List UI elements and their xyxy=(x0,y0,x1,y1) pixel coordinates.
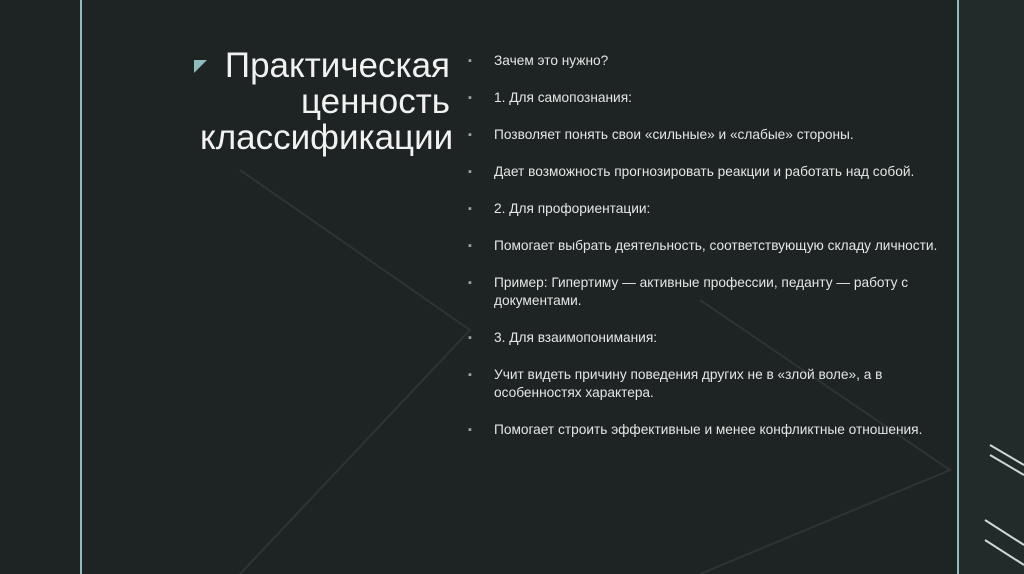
bullet-icon: ▪ xyxy=(468,129,472,141)
list-item xyxy=(468,163,943,181)
bullet-icon: ▪ xyxy=(468,332,472,344)
list-item-text: 2. Для профориентации: xyxy=(494,201,651,216)
bullet-icon: ▪ xyxy=(468,277,472,289)
title-line: Практическая xyxy=(224,46,450,85)
list-item-text: Помогает строить эффективные и менее конфликтные отношения. xyxy=(494,422,923,437)
list-item-text: Учит видеть причину поведения других не в «злой воле», а в особенностях характера. xyxy=(494,367,883,400)
right-accent-line xyxy=(957,0,959,574)
list-item xyxy=(468,52,943,70)
list-item xyxy=(468,274,943,310)
bullet-icon: ▪ xyxy=(468,240,472,252)
list-item xyxy=(468,366,943,402)
list-item-text: Дает возможность прогнозировать реакции и работать над собой. xyxy=(494,164,915,179)
bullet-icon: ▪ xyxy=(468,55,472,67)
slide-title xyxy=(200,46,454,157)
list-item-text: 3. Для взаимопонимания: xyxy=(494,330,658,345)
list-item xyxy=(468,421,943,439)
list-item xyxy=(468,237,943,255)
list-item-text: Позволяет понять свои «сильные» и «слабые» стороны. xyxy=(494,127,854,142)
bullet-icon: ▪ xyxy=(468,424,472,436)
bullet-list xyxy=(468,52,943,458)
bullet-icon: ▪ xyxy=(468,203,472,215)
list-item-text: Пример: Гипертиму — активные профессии, педанту — работу с документами. xyxy=(494,275,909,308)
bullet-icon: ▪ xyxy=(468,92,472,104)
list-item xyxy=(468,329,943,347)
left-accent-line xyxy=(80,0,82,574)
title-line: классификации xyxy=(200,118,454,157)
bullet-icon: ▪ xyxy=(468,369,472,381)
list-item-text: 1. Для самопознания: xyxy=(494,90,632,105)
list-item xyxy=(468,200,943,218)
title-line: ценность xyxy=(300,82,450,121)
list-item xyxy=(468,126,943,144)
list-item-text: Зачем это нужно? xyxy=(494,53,609,68)
list-item-text: Помогает выбрать деятельность, соответствующую складу личности. xyxy=(494,238,938,253)
bullet-icon: ▪ xyxy=(468,166,472,178)
list-item xyxy=(468,89,943,107)
